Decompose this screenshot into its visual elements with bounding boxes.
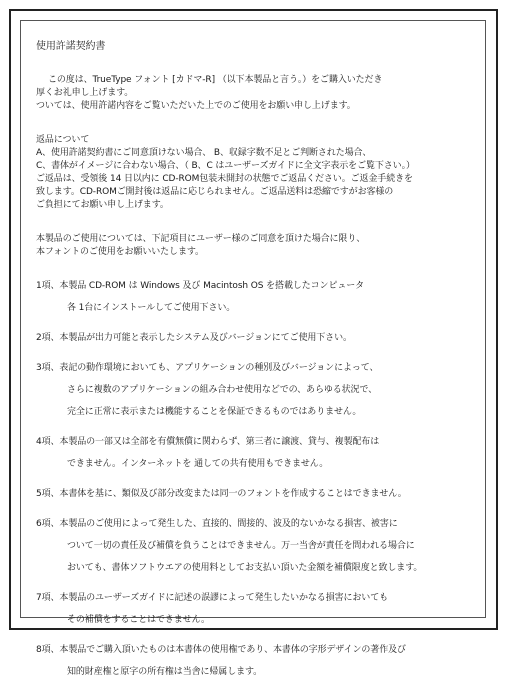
clause-text: おいても、書体ソフトウエアの使用料としてお支払い頂いた金額を補償限度と致します。 [67, 563, 423, 573]
clause-text: できません。インターネットを 通しての共有使用もできません。 [67, 459, 329, 469]
clause-text: 各 1台にインストールしてご使用下さい。 [67, 303, 236, 313]
intro-line: 厚くお礼申し上げます。 [36, 88, 134, 98]
intro-section [36, 74, 480, 113]
license-document [36, 40, 480, 688]
clause-list [36, 280, 480, 679]
returns-line: C、書体がイメージに合わない場合、（ B、C はユーザーズガイドに全文字表示をご覧下さい。） [36, 161, 415, 171]
clause-text: 5項、本書体を基に、類似及び部分改変または同一のフォントを作成することはできません。 [36, 489, 407, 499]
clause-text: 7項、本製品のユーザーズガイドに記述の誤謬によって発生したいかなる損害においても [36, 593, 389, 603]
clause-4 [36, 436, 480, 471]
returns-line: ご返品は、受領後 14 日以内に CD-ROM包装未開封の状態でご返品ください。ご返金手続きを [36, 174, 413, 184]
conditions-section [36, 233, 480, 259]
intro-line: ついては、使用許諾内容をご覧いただいた上でのご使用をお願い申し上げます。 [36, 101, 356, 111]
returns-line: ご負担にてお願い申し上げます。 [36, 200, 169, 210]
intro-line: この度は、TrueType フォント [カドマ-R] （以下本製品と言う。）をご購入いただき [48, 75, 383, 85]
clause-text: 8項、本製品でご購入頂いたものは本書体の使用権であり、本書体の字形デザインの著作及び [36, 645, 406, 655]
clause-7 [36, 592, 480, 627]
returns-line: 致します。CD-ROMご開封後は返品に応じられません。ご返品送料は恐縮ですがお客様の [36, 187, 394, 197]
conditions-line: 本製品のご使用については、下記項目にユーザー様のご同意を頂けた場合に限り、 [36, 234, 366, 244]
conditions-line: 本フォントのご使用をお願いいたします。 [36, 247, 204, 257]
clause-6 [36, 518, 480, 575]
clause-text: 6項、本製品のご使用によって発生した、直接的、間接的、波及的ないかなる損害、被害に [36, 519, 398, 529]
clause-1 [36, 280, 480, 315]
clause-text: ついて一切の責任及び補償を負うことはできません。万一当舎が責任を問われる場合に [67, 541, 415, 551]
clause-5 [36, 488, 480, 501]
clause-8 [36, 644, 480, 679]
clause-text: 知的財産権と原字の所有権は当舎に帰属します。 [67, 667, 263, 677]
returns-line: A、使用許諾契約書にご同意頂けない場合、 B、収録字数不足とご判断された場合、 [36, 148, 372, 158]
returns-section [36, 134, 480, 212]
clause-text: 1項、本製品 CD-ROM は Windows 及び Macintosh OS を搭載したコンピュータ [36, 281, 365, 291]
clause-text: 2項、本製品が出力可能と表示したシステム及びバージョンにてご使用下さい。 [36, 333, 352, 343]
clause-text: 3項、表記の動作環境においても、アプリケーションの種別及びバージョンによって、 [36, 363, 379, 373]
clause-text: さらに複数のアプリケーションの組み合わせ使用などでの、あらゆる状況で、 [67, 385, 378, 395]
clause-text: 完全に正常に表示または機能することを保証できるものではありません。 [67, 407, 362, 417]
clause-2 [36, 332, 480, 345]
returns-heading: 返品について [36, 135, 90, 145]
clause-3 [36, 362, 480, 419]
clause-text: 4項、本製品の一部又は全部を有償無償に関わらず、第三者に譲渡、貸与、複製配布は [36, 437, 380, 447]
document-title: 使用許諾契約書 [36, 41, 106, 52]
clause-text: その補償をすることはできません。 [67, 615, 210, 625]
